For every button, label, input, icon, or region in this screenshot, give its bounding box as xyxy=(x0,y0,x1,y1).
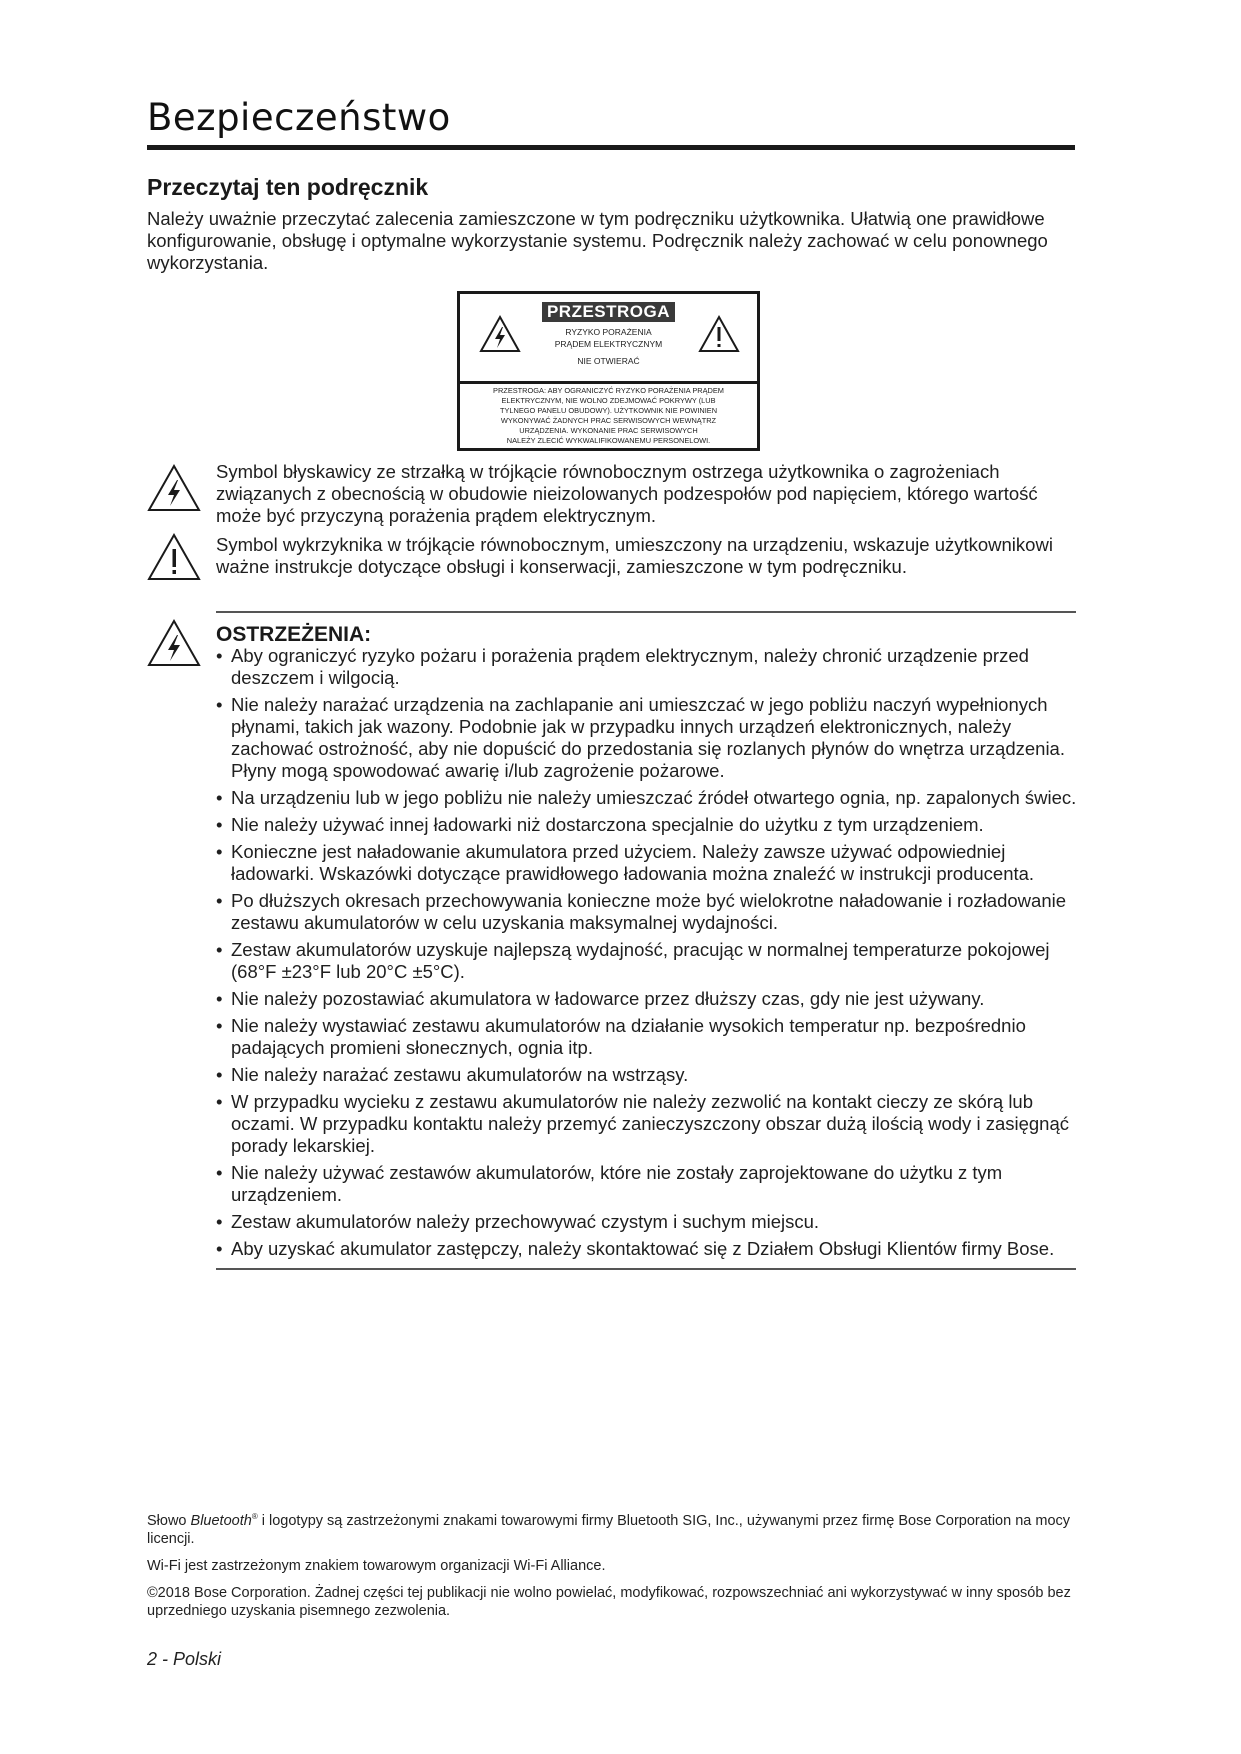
warning-item: • Nie należy wystawiać zestawu akumulatorów na działanie wysokich temperatur np. bezpośrednio padających promieni słonecznych, ognia itp. xyxy=(216,1015,1078,1059)
warning-item: • Konieczne jest naładowanie akumulatora przed użyciem. Należy zawsze używać odpowiedniej ładowarki. Wskazówki dotyczące prawidłowego ładowania można znaleźć w instrukcji producenta. xyxy=(216,841,1078,885)
caution-label-heading: PRZESTROGA xyxy=(542,302,675,322)
warning-item: • W przypadku wycieku z zestawu akumulatorów nie należy zezwolić na kontakt cieczy ze skórą lub oczami. W przypadku kontaktu należy przemyć zanieczyszczony obszar dużą ilością wody i zasięgnąć porady lekarskiej. xyxy=(216,1091,1078,1157)
caution-label-subtitle xyxy=(530,326,687,367)
caution-body-line: ELEKTRYCZNYM, NIE WOLNO ZDEJMOWAĆ POKRYWY (LUB xyxy=(501,396,716,405)
warning-item: • Nie należy narażać urządzenia na zachlapanie ani umieszczać w jego pobliżu naczyń wypełnionych płynami, takich jak wazony. Podobnie jak w przypadku innych urządzeń elektronicznych, należy zachować ostrożność, aby nie dopuścić do przedostania się rozlanych płynów do wnętrza urządzenia. Płyny mogą spowodować awarię i/lub zagrożenie pożarowe. xyxy=(216,694,1078,782)
warnings-bottom-divider xyxy=(216,1268,1076,1270)
bluetooth-note-rest: i logotypy są zastrzeżonymi znakami towarowymi firmy Bluetooth SIG, Inc., używanymi przez firmę Bose Corporation na mocy licencji. xyxy=(147,1512,1071,1547)
copyright-note: ©2018 Bose Corporation. Żadnej części tej publikacji nie wolno powielać, modyfikować, rozpowszechniać ani wykorzystywać w inny sposób bez uprzedniego uzyskania pisemnego zezwolenia. xyxy=(147,1585,1071,1619)
intro-paragraph: Należy uważnie przeczytać zalecenia zamieszczone w tym podręczniku użytkownika. Ułatwią one prawidłowe konfigurowanie, obsługę i optymalne wykorzystanie systemu. Podręcznik należy zachować w celu ponownego wykorzystania. xyxy=(147,208,1048,273)
warnings-list xyxy=(216,645,1078,1265)
caution-sub-line: NIE OTWIERAĆ xyxy=(577,356,640,366)
warning-item: • Nie należy narażać zestawu akumulatorów na wstrząsy. xyxy=(216,1064,1078,1086)
exclamation-warning-icon xyxy=(697,314,741,354)
exclamation-symbol-text: Symbol wykrzyknika w trójkącie równobocznym, umieszczony na urządzeniu, wskazuje użytkownikowi ważne instrukcje dotyczące obsługi i konserwacji, zamieszczone w tym podręczniku. xyxy=(216,534,1053,577)
caution-label-body xyxy=(468,386,749,446)
warning-item: • Zestaw akumulatorów uzyskuje najlepszą wydajność, pracując w normalnej temperaturze pokojowej (68°F ±23°F lub 20°C ±5°C). xyxy=(216,939,1078,983)
caution-body-line: PRZESTROGA: ABY OGRANICZYĆ RYZYKO PORAŻENIA PRĄDEM xyxy=(493,386,724,395)
warning-item: • Nie należy używać innej ładowarki niż dostarczona specjalnie do użytku z tym urządzeniem. xyxy=(216,814,1078,836)
bluetooth-trademark-note xyxy=(147,1508,1077,1548)
warnings-lightning-icon xyxy=(146,618,202,668)
caution-body-line: URZĄDZENIA. WYKONANIE PRAC SERWISOWYCH xyxy=(519,426,698,435)
title-divider xyxy=(147,145,1075,150)
warnings-top-divider xyxy=(216,611,1076,613)
caution-body-line: WYKONYWAĆ ŻADNYCH PRAC SERWISOWYCH WEWNĄTRZ xyxy=(500,416,717,425)
section-heading: Przeczytaj ten podręcznik xyxy=(147,174,429,200)
warning-item: • Aby uzyskać akumulator zastępczy, należy skontaktować się z Działem Obsługi Klientów firmy Bose. xyxy=(216,1238,1078,1260)
page-number: 2 - Polski xyxy=(147,1649,222,1669)
warning-item: • Aby ograniczyć ryzyko pożaru i porażenia prądem elektrycznym, należy chronić urządzenie przed deszczem i wilgocią. xyxy=(216,645,1078,689)
caution-sub-line: PRĄDEM ELEKTRYCZNYM xyxy=(554,339,663,349)
caution-sub-line: RYZYKO PORAŻENIA xyxy=(565,327,652,337)
wifi-trademark-note: Wi-Fi jest zastrzeżonym znakiem towarowym organizacji Wi-Fi Alliance. xyxy=(147,1558,606,1574)
page-title: Bezpieczeństwo xyxy=(147,96,451,139)
warning-item: • Po dłuższych okresach przechowywania konieczne może być wielokrotne naładowanie i rozładowanie zestawu akumulatorów w celu uzyskania maksymalnej wydajności. xyxy=(216,890,1078,934)
caution-body-line: TYLNEGO PANELU OBUDOWY). UŻYTKOWNIK NIE POWINIEN xyxy=(499,406,718,415)
caution-body-line: NALEŻY ZLECIĆ WYKWALIFIKOWANEMU PERSONELOWI. xyxy=(506,436,711,445)
bluetooth-note-prefix: Słowo xyxy=(147,1512,191,1529)
warning-item: • Nie należy pozostawiać akumulatora w ładowarce przez dłuższy czas, gdy nie jest używany. xyxy=(216,988,1078,1010)
bluetooth-word: Bluetooth xyxy=(190,1512,252,1529)
lightning-warning-icon xyxy=(478,314,522,354)
lightning-symbol-text: Symbol błyskawicy ze strzałką w trójkącie równobocznym ostrzega użytkownika o zagrożeniach związanych z obecnością w obudowie nieizolowanych podzespołów pod napięciem, którego wartość może być przyczyną porażenia prądem elektrycznym. xyxy=(216,461,1038,526)
lightning-triangle-icon xyxy=(146,463,202,513)
exclamation-triangle-icon xyxy=(146,532,202,582)
warnings-heading: OSTRZEŻENIA: xyxy=(216,623,372,646)
warning-item: • Zestaw akumulatorów należy przechowywać czystym i suchym miejscu. xyxy=(216,1211,1078,1233)
warning-item: • Na urządzeniu lub w jego pobliżu nie należy umieszczać źródeł otwartego ognia, np. zapalonych świec. xyxy=(216,787,1078,809)
caution-label xyxy=(457,291,760,451)
caution-label-top xyxy=(460,294,757,384)
registered-mark: ® xyxy=(251,1512,258,1521)
warning-item: • Nie należy używać zestawów akumulatorów, które nie zostały zaprojektowane do użytku z tym urządzeniem. xyxy=(216,1162,1078,1206)
